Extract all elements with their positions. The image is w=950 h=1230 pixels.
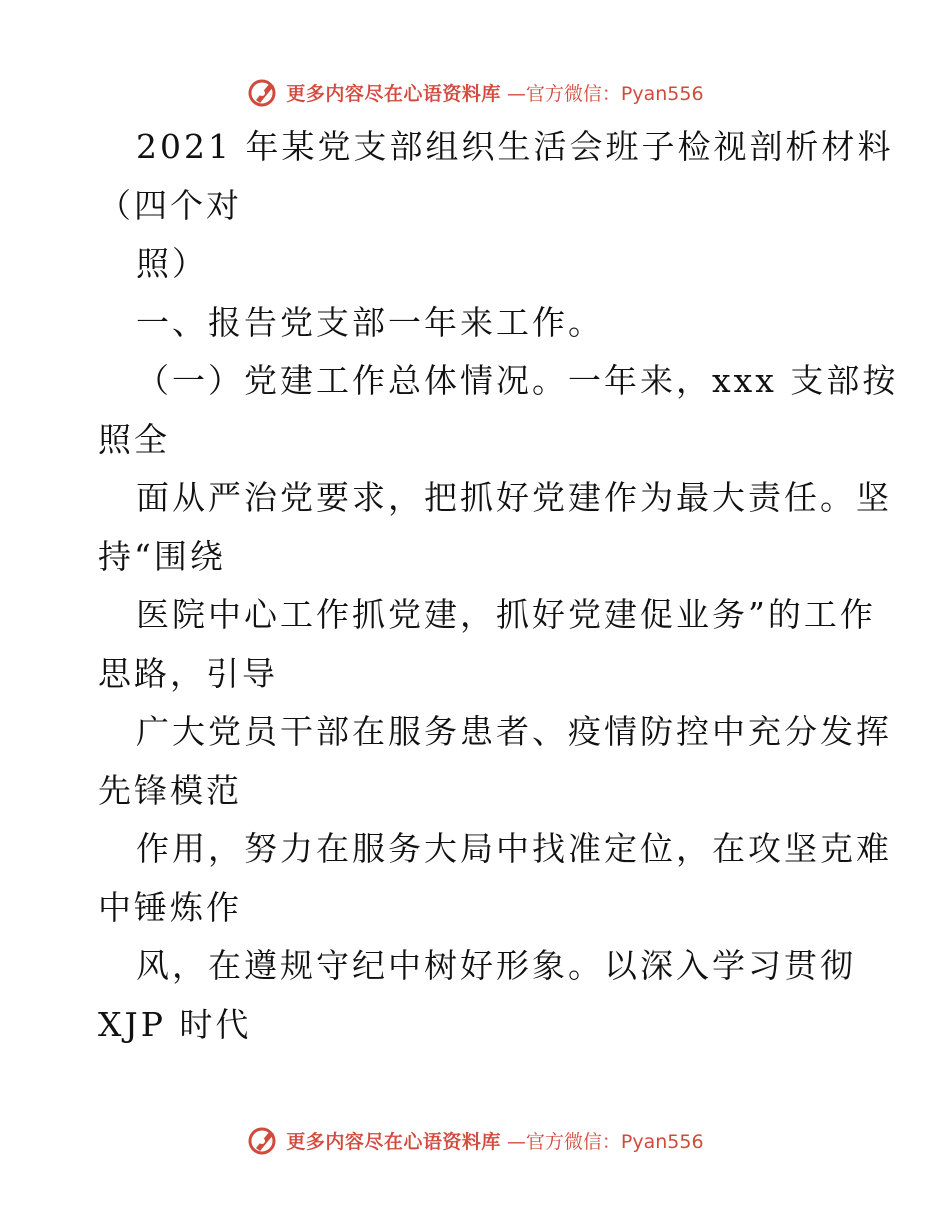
pen-circle-logo-icon [246, 1123, 280, 1157]
watermark-contact-text: —官方微信：Pyan556 [506, 1130, 704, 1153]
paragraph-line: XJP 时代 [98, 1004, 252, 1044]
paragraph-line: 中锤炼作 [98, 887, 242, 927]
paragraph-line: 医院中心工作抓党建，抓好党建促业务”的工作 [136, 595, 876, 634]
paragraph-line: 风，在遵规守纪中树好形象。以深入学习贯彻 [136, 946, 856, 985]
paragraph-line: 先锋模范 [98, 770, 242, 810]
document-body [98, 118, 899, 1054]
section-heading: 一、报告党支部一年来工作。 [136, 302, 604, 342]
paragraph-line: 照全 [98, 419, 170, 459]
footer-watermark [0, 1120, 950, 1160]
doc-title-line-1: 2021 年某党支部组织生活会班子检视剖析材料 [136, 127, 894, 166]
paragraph-line: 持“围绕 [98, 536, 226, 576]
paragraph-line: 广大党员干部在服务患者、疫情防控中充分发挥 [136, 712, 892, 751]
paragraph-line: 思路，引导 [98, 653, 278, 693]
doc-title-line-3: 照） [136, 244, 208, 283]
watermark-brand-text: 更多内容尽在心语资料库 [286, 1130, 501, 1153]
paragraph-line: 面从严治党要求，把抓好党建作为最大责任。坚 [136, 478, 892, 517]
paragraph-line: （一）党建工作总体情况。一年来，xxx 支部按 [136, 361, 899, 400]
watermark-contact-text: —官方微信：Pyan556 [506, 82, 704, 105]
header-watermark [0, 72, 950, 112]
pen-circle-logo-icon [246, 75, 280, 109]
paragraph-line: 作用，努力在服务大局中找准定位，在攻坚克难 [136, 829, 892, 868]
doc-title-line-2: （四个对 [98, 185, 242, 225]
watermark-brand-text: 更多内容尽在心语资料库 [286, 82, 501, 105]
